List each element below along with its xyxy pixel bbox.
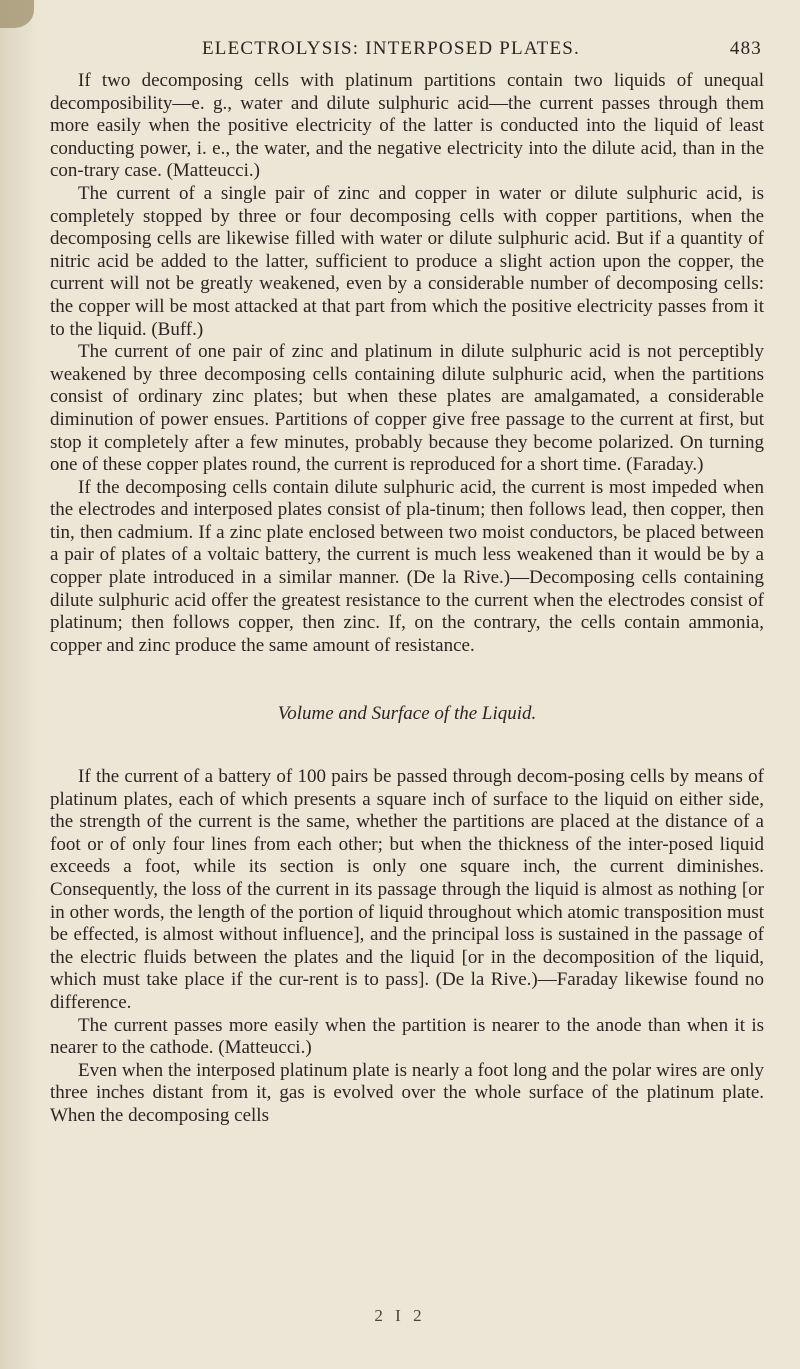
page-corner-stain (0, 0, 34, 28)
page-number: 483 (729, 38, 762, 59)
paragraph-de-la-rive-resistance: If the decomposing cells contain dilute sulphuric acid, the current is most impeded when the electrodes and interposed plates consist of pla-tinum; then follows lead, then copper, then tin, then cadmium. If a zinc plate enclosed between two moist conductors, be placed between a pair of plates of a voltaic battery, the current is much less weakened than it would be by a copper plate introduced in a similar manner. (De la Rive.)—Decomposing cells containing dilute sulphuric acid offer the greatest resistance to the current when the electrodes consist of platinum; then follows copper, then zinc. If, on the contrary, the cells contain ammonia, copper and zinc produce the same amount of resistance. (50, 476, 764, 656)
paragraph-anode-cathode: The current passes more easily when the partition is nearer to the anode than when it is nearer to the cathode. (Matteucci.) (50, 1014, 764, 1059)
body-text (50, 70, 764, 1128)
paragraph-buff-copper: The current of a single pair of zinc and copper in water or dilute sulphuric acid, is completely stopped by three or four decomposing cells with copper partitions, when the decomposing cells are likewise filled with water or dilute sulphuric acid. But if a quantity of nitric acid be added to the latter, sufficient to produce a slight action upon the copper, the current will not be greatly weakened, even by a considerable number of decomposing cells: the copper will be most attacked at that part from which the positive electricity passes from it to the liquid. (Buff.) (50, 182, 764, 340)
section-heading: Volume and Surface of the Liquid. (277, 703, 537, 725)
running-title: ELECTROLYSIS: INTERPOSED PLATES. (202, 38, 580, 59)
signature-mark: 2 I 2 (374, 1306, 426, 1325)
running-header (202, 38, 762, 66)
paragraph-faraday-zinc-platinum: The current of one pair of zinc and platinum in dilute sulphuric acid is not perceptibly weakened by three decomposing cells containing dilute sulphuric acid, when the partitions consist of ordinary zinc plates; but when these plates are amalgamated, a considerable diminution of power ensues. Partitions of copper give free passage to the current at first, but stop it completely after a few minutes, probably because they become polarized. On turning one of these copper plates round, the current is reproduced for a short time. (Faraday.) (50, 341, 764, 476)
paragraph-platinum-plate-gas: Even when the interposed platinum plate is nearly a foot long and the polar wires are only three inches distant from it, gas is evolved over the whole surface of the platinum plate. When the decomposing cells (50, 1059, 764, 1126)
paragraph-matteucci-liquids: If two decomposing cells with platinum partitions contain two liquids of unequal decomposibility—e. g., water and dilute sulphuric acid—the current passes through them more easily when the positive electricity of the latter is conducted into the liquid of least conducting power, i. e., the water, and the negative electricity into the dilute acid, than in the con-trary case. (Matteucci.) (50, 70, 764, 182)
paragraph-battery-100-pairs: If the current of a battery of 100 pairs be passed through decom-posing cells by means of platinum plates, each of which presents a square inch of surface to the liquid on either side, the strength of the current is the same, whether the partitions are placed at the distance of a foot or of only four lines from each other; but when the thickness of the inter-posed liquid exceeds a foot, while its section is only one square inch, the current diminishes. Consequently, the loss of the current in its passage through the liquid is almost as nothing [or in other words, the length of the portion of liquid throughout which atomic transposition must be effected, is almost without influence], and the principal loss is sustained in the passage of the electric fluids between the plates and the liquid [or in the decomposition of the liquid, which must take place if the cur-rent is to pass]. (De la Rive.)—Faraday likewise found no difference. (50, 766, 764, 1013)
